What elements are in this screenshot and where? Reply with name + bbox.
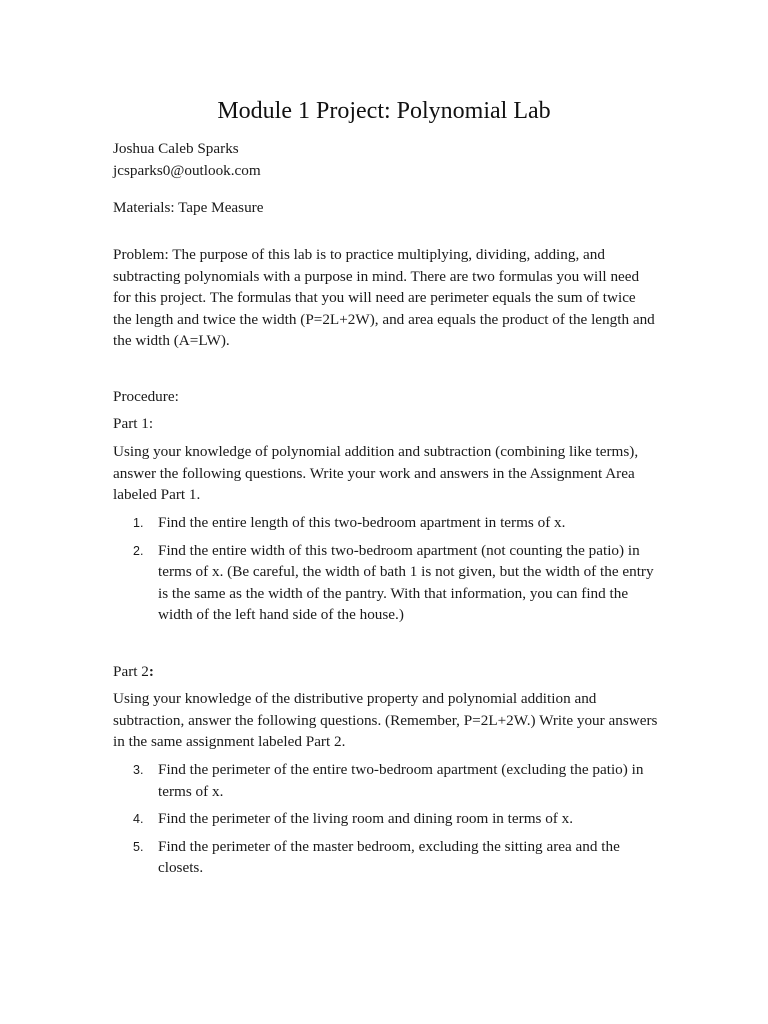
procedure-text: Procedure: <box>113 388 179 405</box>
list-text: Find the perimeter of the living room and dining room in terms of x. <box>158 810 574 827</box>
part2-heading-text <box>113 661 658 683</box>
list-item <box>113 759 658 802</box>
list-item <box>113 512 658 534</box>
part1-intro <box>113 441 658 506</box>
author-name: Joshua Caleb Sparks <box>113 140 239 157</box>
author-block <box>113 138 658 181</box>
list-text: Find the perimeter of the master bedroom, excluding the sitting area and the closets. <box>158 837 620 876</box>
part2-heading-label: Part 2 <box>113 663 149 680</box>
list-number: 5. <box>133 839 144 854</box>
list-number: 4. <box>133 812 144 826</box>
list-number: 3. <box>133 763 144 777</box>
list-text: Find the perimeter of the entire two-bedroom apartment (excluding the patio) in terms of x. <box>158 761 644 800</box>
procedure-label <box>113 386 658 408</box>
part1-heading <box>113 413 658 435</box>
part1-intro-text: Using your knowledge of polynomial addition and subtraction (combining like terms), answer the following questions. Write your work and answers in the Assignment Area labeled Part 1. <box>113 443 639 503</box>
document-title: Module 1 Project: Polynomial Lab <box>217 98 551 124</box>
part2-heading <box>113 661 658 683</box>
list-number: 2. <box>133 543 144 558</box>
list-text: Find the entire width of this two-bedroom apartment (not counting the patio) in terms of x. (Be careful, the width of bath 1 is not given, but the width of the entry is the same as the width of the pantry. With that information, you can find the width of the left hand side of the house.) <box>158 541 654 623</box>
list-number: 1. <box>133 516 144 530</box>
part2-intro <box>113 688 658 753</box>
part2-intro-text: Using your knowledge of the distributive property and polynomial addition and subtraction, answer the following questions. (Remember, P=2L+2W.) Write your answers in the same assignment labeled Part 2. <box>113 690 658 750</box>
list-text: Find the entire length of this two-bedroom apartment in terms of x. <box>158 514 566 531</box>
list-item <box>113 836 658 879</box>
part1-list <box>113 512 658 626</box>
part1-heading-text: Part 1: <box>113 415 154 432</box>
list-item <box>113 540 658 626</box>
problem-paragraph <box>113 244 658 352</box>
list-item <box>113 808 658 830</box>
part2-list <box>113 759 658 879</box>
materials-text: Materials: Tape Measure <box>113 199 264 216</box>
problem-text: Problem: The purpose of this lab is to practice multiplying, dividing, adding, and subtracting polynomials with a purpose in mind. There are two formulas you will need for this project. The formulas that you will need are perimeter equals the sum of twice the length and twice the width (P=2L+2W), and area equals the product of the length and the width (A=LW). <box>113 246 655 349</box>
materials-line <box>113 197 658 219</box>
part2-heading-colon: : <box>148 663 154 680</box>
author-email: jcsparks0@outlook.com <box>113 161 261 179</box>
